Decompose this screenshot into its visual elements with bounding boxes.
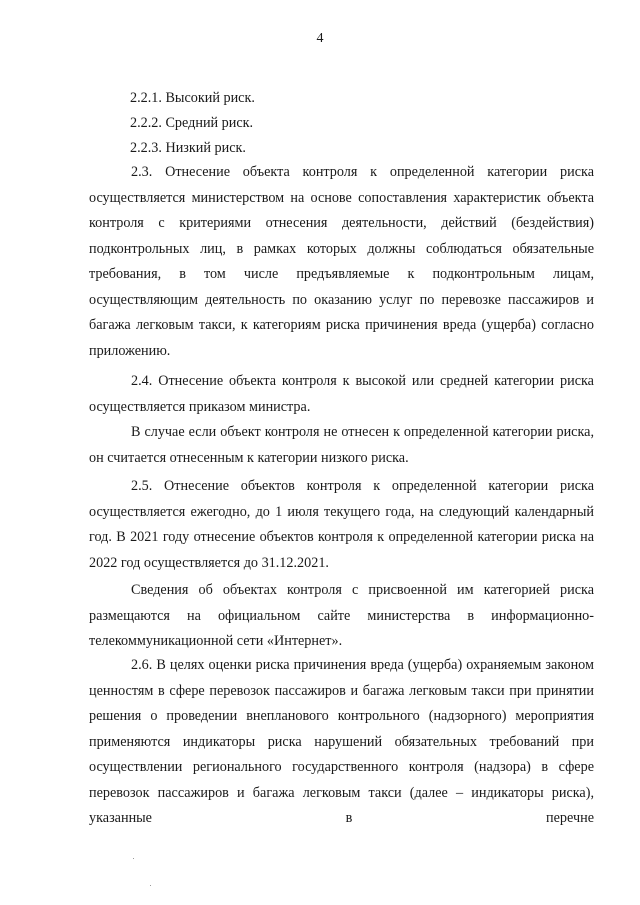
page-number: 4 [316, 31, 324, 46]
list-item-medium-risk: 2.2.2. Средний риск. [130, 115, 254, 131]
paragraph-2-3: 2.3. Отнесение объекта контроля к определенной категории риска осуществляется министерством на основе сопоставления характеристик объекта контроля с критериями отнесения деятельности, действий (бездействия) подконтрольных лиц, в рамках которых должны соблюдаться обязательные требования, в том числе предъявляемые к подконтрольным лицам, осуществляющим деятельность по оказанию услуг по перевозке пассажиров и багажа легковым такси, к категориям риска причинения вреда (ущерба) согласно приложению. [89, 164, 594, 359]
scan-speck [133, 858, 134, 859]
list-item-high-risk: 2.2.1. Высокий риск. [130, 90, 255, 106]
paragraph-2-6: 2.6. В целях оценки риска причинения вреда (ущерба) охраняемым законом ценностям в сфере перевозок пассажиров и багажа легковым такси при принятии решения о проведении внепланового контрольного (надзорного) мероприятия применяются индикаторы риска нарушений обязательных требований при осуществлении регионального государственного контроля (надзора) в сфере перевозок пассажиров и багажа легковым такси (далее – индикаторы риска), указанные в перечне [89, 657, 594, 826]
paragraph-low-risk-default: В случае если объект контроля не отнесен к определенной категории риска, он считается отнесенным к категории низкого риска. [89, 424, 594, 466]
scan-speck [150, 885, 151, 886]
paragraph-2-4: 2.4. Отнесение объекта контроля к высокой или средней категории риска осуществляется приказом министра. [89, 373, 594, 415]
paragraph-2-5: 2.5. Отнесение объектов контроля к определенной категории риска осуществляется ежегодно, до 1 июля текущего года, на следующий календарный год. В 2021 году отнесение объектов контроля к определенной категории риска на 2022 год осуществляется до 31.12.2021. [89, 478, 594, 571]
list-item-low-risk: 2.2.3. Низкий риск. [130, 140, 246, 156]
paragraph-information-publication: Сведения об объектах контроля с присвоенной им категорией риска размещаются на официальном сайте министерства в информационно-телекоммуникационной сети «Интернет». [89, 582, 594, 649]
